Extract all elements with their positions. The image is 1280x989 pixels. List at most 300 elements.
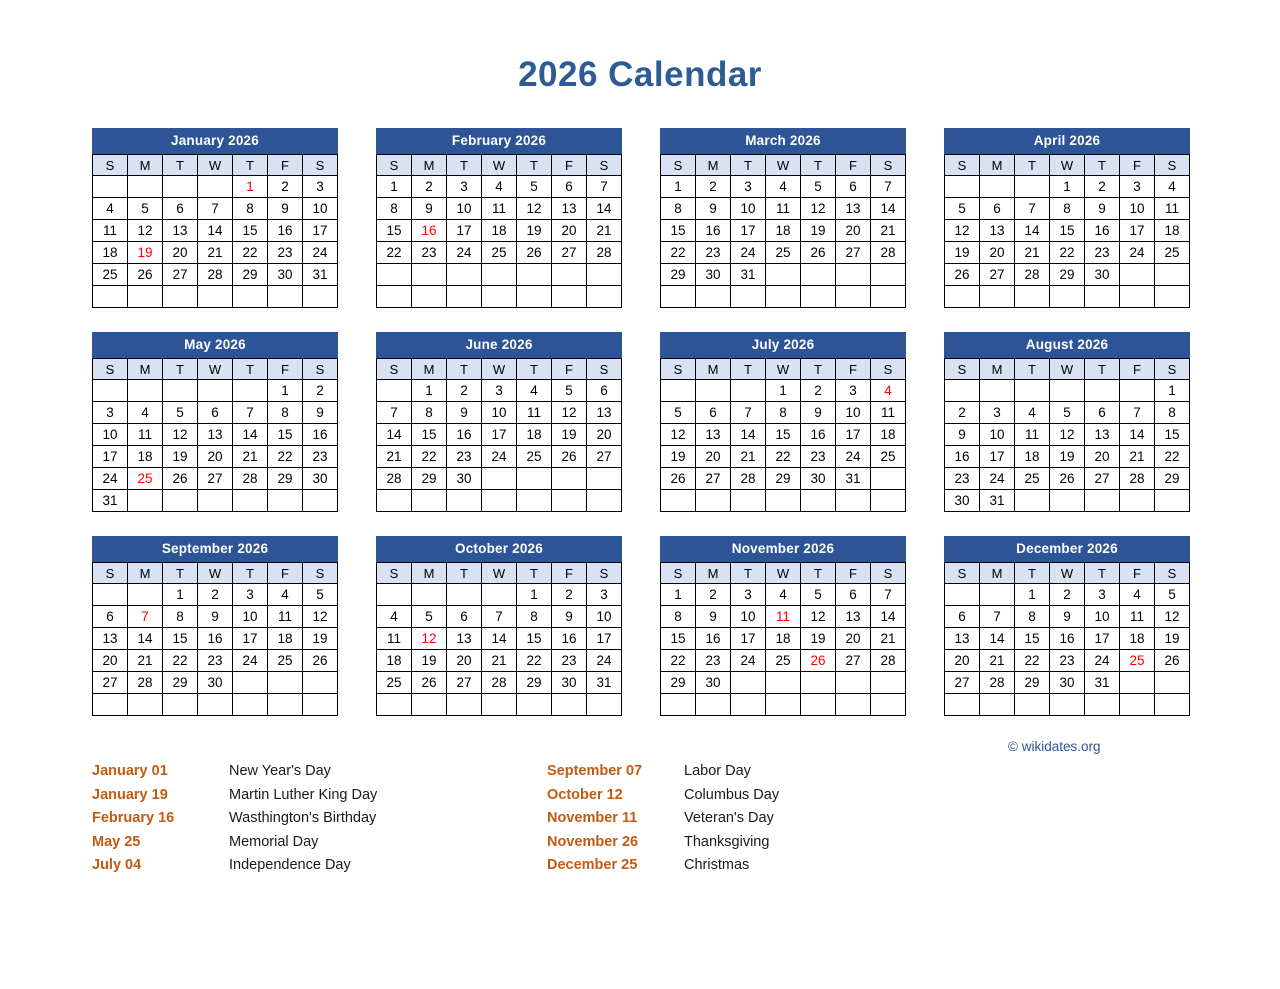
day-cell[interactable]: 20 (836, 220, 871, 242)
day-cell[interactable]: 16 (696, 628, 731, 650)
day-cell[interactable]: 22 (233, 242, 268, 264)
day-cell[interactable]: 17 (303, 220, 338, 242)
day-cell-holiday[interactable]: 12 (412, 628, 447, 650)
day-cell[interactable]: 1 (517, 584, 552, 606)
day-cell[interactable]: 18 (766, 220, 801, 242)
day-cell[interactable]: 29 (1050, 264, 1085, 286)
day-cell[interactable]: 23 (696, 650, 731, 672)
day-cell[interactable]: 14 (1120, 424, 1155, 446)
day-cell[interactable]: 26 (801, 242, 836, 264)
day-cell[interactable]: 21 (871, 220, 906, 242)
day-cell[interactable]: 1 (661, 584, 696, 606)
day-cell[interactable]: 19 (1155, 628, 1190, 650)
day-cell-holiday[interactable]: 1 (233, 176, 268, 198)
day-cell[interactable]: 25 (1155, 242, 1190, 264)
day-cell[interactable]: 4 (1155, 176, 1190, 198)
day-cell[interactable]: 7 (587, 176, 622, 198)
day-cell[interactable]: 18 (517, 424, 552, 446)
day-cell[interactable]: 13 (980, 220, 1015, 242)
day-cell-holiday[interactable]: 26 (801, 650, 836, 672)
day-cell[interactable]: 7 (198, 198, 233, 220)
day-cell[interactable]: 16 (198, 628, 233, 650)
day-cell[interactable]: 9 (696, 198, 731, 220)
day-cell[interactable]: 29 (163, 672, 198, 694)
day-cell[interactable]: 21 (1015, 242, 1050, 264)
day-cell[interactable]: 15 (1015, 628, 1050, 650)
day-cell[interactable]: 28 (198, 264, 233, 286)
day-cell[interactable]: 31 (980, 490, 1015, 512)
day-cell[interactable]: 23 (945, 468, 980, 490)
day-cell[interactable]: 26 (163, 468, 198, 490)
day-cell[interactable]: 18 (871, 424, 906, 446)
day-cell[interactable]: 15 (517, 628, 552, 650)
day-cell[interactable]: 8 (1015, 606, 1050, 628)
day-cell[interactable]: 23 (303, 446, 338, 468)
day-cell-holiday[interactable]: 25 (128, 468, 163, 490)
day-cell[interactable]: 17 (731, 220, 766, 242)
day-cell[interactable]: 18 (482, 220, 517, 242)
day-cell[interactable]: 2 (552, 584, 587, 606)
day-cell[interactable]: 16 (696, 220, 731, 242)
day-cell[interactable]: 20 (163, 242, 198, 264)
day-cell[interactable]: 7 (377, 402, 412, 424)
day-cell[interactable]: 15 (661, 220, 696, 242)
day-cell[interactable]: 30 (801, 468, 836, 490)
day-cell[interactable]: 11 (1120, 606, 1155, 628)
day-cell[interactable]: 1 (1050, 176, 1085, 198)
day-cell[interactable]: 23 (1050, 650, 1085, 672)
day-cell[interactable]: 5 (517, 176, 552, 198)
day-cell[interactable]: 13 (163, 220, 198, 242)
day-cell[interactable]: 4 (517, 380, 552, 402)
day-cell[interactable]: 29 (661, 672, 696, 694)
day-cell[interactable]: 24 (93, 468, 128, 490)
day-cell[interactable]: 29 (517, 672, 552, 694)
day-cell[interactable]: 11 (517, 402, 552, 424)
day-cell[interactable]: 13 (696, 424, 731, 446)
day-cell[interactable]: 5 (801, 584, 836, 606)
day-cell-holiday[interactable]: 4 (871, 380, 906, 402)
day-cell[interactable]: 20 (696, 446, 731, 468)
day-cell[interactable]: 7 (980, 606, 1015, 628)
day-cell[interactable]: 5 (1155, 584, 1190, 606)
day-cell[interactable]: 24 (1085, 650, 1120, 672)
day-cell[interactable]: 26 (412, 672, 447, 694)
day-cell[interactable]: 12 (1050, 424, 1085, 446)
day-cell[interactable]: 19 (517, 220, 552, 242)
day-cell[interactable]: 17 (980, 446, 1015, 468)
day-cell[interactable]: 17 (447, 220, 482, 242)
day-cell[interactable]: 13 (1085, 424, 1120, 446)
day-cell[interactable]: 8 (1155, 402, 1190, 424)
day-cell[interactable]: 25 (517, 446, 552, 468)
day-cell[interactable]: 27 (696, 468, 731, 490)
day-cell[interactable]: 15 (233, 220, 268, 242)
day-cell[interactable]: 26 (303, 650, 338, 672)
day-cell[interactable]: 25 (93, 264, 128, 286)
day-cell[interactable]: 24 (482, 446, 517, 468)
day-cell[interactable]: 14 (871, 606, 906, 628)
day-cell[interactable]: 18 (268, 628, 303, 650)
day-cell[interactable]: 24 (980, 468, 1015, 490)
day-cell[interactable]: 15 (268, 424, 303, 446)
day-cell[interactable]: 26 (1050, 468, 1085, 490)
day-cell[interactable]: 11 (93, 220, 128, 242)
day-cell[interactable]: 6 (836, 176, 871, 198)
day-cell[interactable]: 31 (587, 672, 622, 694)
day-cell[interactable]: 13 (836, 198, 871, 220)
day-cell[interactable]: 20 (447, 650, 482, 672)
day-cell[interactable]: 17 (587, 628, 622, 650)
day-cell[interactable]: 16 (801, 424, 836, 446)
day-cell[interactable]: 21 (1120, 446, 1155, 468)
day-cell[interactable]: 15 (1155, 424, 1190, 446)
day-cell[interactable]: 27 (198, 468, 233, 490)
day-cell[interactable]: 3 (836, 380, 871, 402)
day-cell[interactable]: 18 (93, 242, 128, 264)
day-cell[interactable]: 27 (836, 242, 871, 264)
day-cell[interactable]: 17 (1085, 628, 1120, 650)
day-cell[interactable]: 23 (1085, 242, 1120, 264)
day-cell[interactable]: 10 (482, 402, 517, 424)
day-cell[interactable]: 29 (412, 468, 447, 490)
day-cell[interactable]: 17 (1120, 220, 1155, 242)
day-cell[interactable]: 5 (412, 606, 447, 628)
day-cell[interactable]: 24 (1120, 242, 1155, 264)
day-cell[interactable]: 1 (163, 584, 198, 606)
day-cell[interactable]: 11 (128, 424, 163, 446)
day-cell[interactable]: 15 (163, 628, 198, 650)
day-cell[interactable]: 10 (836, 402, 871, 424)
day-cell[interactable]: 27 (587, 446, 622, 468)
day-cell[interactable]: 16 (1050, 628, 1085, 650)
day-cell[interactable]: 13 (552, 198, 587, 220)
day-cell[interactable]: 3 (1085, 584, 1120, 606)
day-cell[interactable]: 25 (766, 650, 801, 672)
day-cell[interactable]: 3 (93, 402, 128, 424)
day-cell[interactable]: 6 (587, 380, 622, 402)
day-cell[interactable]: 9 (945, 424, 980, 446)
day-cell[interactable]: 9 (198, 606, 233, 628)
day-cell[interactable]: 12 (517, 198, 552, 220)
day-cell[interactable]: 25 (871, 446, 906, 468)
day-cell[interactable]: 14 (198, 220, 233, 242)
day-cell[interactable]: 10 (447, 198, 482, 220)
day-cell[interactable]: 13 (836, 606, 871, 628)
day-cell[interactable]: 30 (303, 468, 338, 490)
day-cell[interactable]: 13 (945, 628, 980, 650)
day-cell[interactable]: 11 (766, 198, 801, 220)
day-cell[interactable]: 5 (801, 176, 836, 198)
day-cell[interactable]: 12 (945, 220, 980, 242)
day-cell[interactable]: 21 (233, 446, 268, 468)
day-cell[interactable]: 30 (447, 468, 482, 490)
day-cell[interactable]: 9 (801, 402, 836, 424)
day-cell[interactable]: 23 (268, 242, 303, 264)
day-cell[interactable]: 27 (552, 242, 587, 264)
day-cell[interactable]: 2 (1085, 176, 1120, 198)
day-cell[interactable]: 19 (801, 220, 836, 242)
day-cell[interactable]: 9 (1085, 198, 1120, 220)
day-cell[interactable]: 2 (412, 176, 447, 198)
day-cell[interactable]: 3 (482, 380, 517, 402)
day-cell[interactable]: 21 (980, 650, 1015, 672)
day-cell[interactable]: 22 (163, 650, 198, 672)
day-cell[interactable]: 3 (587, 584, 622, 606)
day-cell[interactable]: 4 (268, 584, 303, 606)
day-cell-holiday[interactable]: 7 (128, 606, 163, 628)
day-cell[interactable]: 1 (661, 176, 696, 198)
day-cell[interactable]: 13 (93, 628, 128, 650)
day-cell[interactable]: 20 (945, 650, 980, 672)
day-cell[interactable]: 4 (766, 176, 801, 198)
day-cell[interactable]: 27 (447, 672, 482, 694)
day-cell[interactable]: 9 (268, 198, 303, 220)
day-cell[interactable]: 3 (731, 176, 766, 198)
day-cell[interactable]: 16 (268, 220, 303, 242)
day-cell[interactable]: 29 (1015, 672, 1050, 694)
day-cell[interactable]: 2 (447, 380, 482, 402)
day-cell[interactable]: 15 (377, 220, 412, 242)
day-cell[interactable]: 5 (163, 402, 198, 424)
day-cell[interactable]: 24 (447, 242, 482, 264)
day-cell[interactable]: 6 (198, 402, 233, 424)
day-cell[interactable]: 11 (871, 402, 906, 424)
day-cell[interactable]: 6 (1085, 402, 1120, 424)
day-cell[interactable]: 4 (377, 606, 412, 628)
day-cell[interactable]: 12 (801, 606, 836, 628)
day-cell[interactable]: 23 (552, 650, 587, 672)
day-cell[interactable]: 24 (836, 446, 871, 468)
day-cell[interactable]: 16 (447, 424, 482, 446)
day-cell[interactable]: 12 (552, 402, 587, 424)
day-cell[interactable]: 12 (661, 424, 696, 446)
day-cell[interactable]: 13 (198, 424, 233, 446)
day-cell[interactable]: 19 (163, 446, 198, 468)
day-cell[interactable]: 21 (482, 650, 517, 672)
day-cell[interactable]: 6 (696, 402, 731, 424)
day-cell-holiday[interactable]: 25 (1120, 650, 1155, 672)
day-cell[interactable]: 31 (303, 264, 338, 286)
day-cell[interactable]: 23 (801, 446, 836, 468)
day-cell[interactable]: 5 (552, 380, 587, 402)
day-cell[interactable]: 3 (1120, 176, 1155, 198)
day-cell[interactable]: 2 (696, 176, 731, 198)
day-cell[interactable]: 6 (980, 198, 1015, 220)
day-cell[interactable]: 5 (303, 584, 338, 606)
day-cell[interactable]: 26 (945, 264, 980, 286)
day-cell[interactable]: 2 (696, 584, 731, 606)
day-cell[interactable]: 17 (731, 628, 766, 650)
day-cell[interactable]: 12 (303, 606, 338, 628)
day-cell[interactable]: 21 (871, 628, 906, 650)
day-cell[interactable]: 23 (198, 650, 233, 672)
day-cell[interactable]: 28 (871, 242, 906, 264)
day-cell[interactable]: 30 (945, 490, 980, 512)
day-cell[interactable]: 2 (198, 584, 233, 606)
day-cell[interactable]: 22 (661, 242, 696, 264)
day-cell[interactable]: 6 (552, 176, 587, 198)
day-cell[interactable]: 22 (517, 650, 552, 672)
day-cell[interactable]: 8 (268, 402, 303, 424)
day-cell[interactable]: 3 (233, 584, 268, 606)
day-cell[interactable]: 4 (128, 402, 163, 424)
day-cell[interactable]: 6 (836, 584, 871, 606)
day-cell[interactable]: 10 (303, 198, 338, 220)
day-cell[interactable]: 1 (412, 380, 447, 402)
day-cell[interactable]: 25 (377, 672, 412, 694)
day-cell[interactable]: 10 (731, 198, 766, 220)
day-cell[interactable]: 2 (268, 176, 303, 198)
day-cell[interactable]: 17 (233, 628, 268, 650)
day-cell[interactable]: 1 (1155, 380, 1190, 402)
day-cell[interactable]: 16 (303, 424, 338, 446)
day-cell[interactable]: 2 (1050, 584, 1085, 606)
day-cell[interactable]: 24 (303, 242, 338, 264)
day-cell[interactable]: 22 (1155, 446, 1190, 468)
day-cell[interactable]: 25 (268, 650, 303, 672)
day-cell[interactable]: 28 (980, 672, 1015, 694)
day-cell[interactable]: 17 (93, 446, 128, 468)
day-cell[interactable]: 18 (766, 628, 801, 650)
day-cell[interactable]: 27 (945, 672, 980, 694)
day-cell[interactable]: 30 (552, 672, 587, 694)
day-cell[interactable]: 18 (377, 650, 412, 672)
day-cell[interactable]: 28 (128, 672, 163, 694)
day-cell[interactable]: 10 (587, 606, 622, 628)
day-cell[interactable]: 29 (268, 468, 303, 490)
day-cell[interactable]: 29 (233, 264, 268, 286)
day-cell-holiday[interactable]: 19 (128, 242, 163, 264)
day-cell[interactable]: 25 (1015, 468, 1050, 490)
day-cell[interactable]: 21 (377, 446, 412, 468)
day-cell[interactable]: 6 (163, 198, 198, 220)
day-cell[interactable]: 28 (233, 468, 268, 490)
day-cell[interactable]: 22 (412, 446, 447, 468)
day-cell[interactable]: 29 (661, 264, 696, 286)
day-cell[interactable]: 22 (377, 242, 412, 264)
day-cell[interactable]: 1 (1015, 584, 1050, 606)
day-cell[interactable]: 15 (412, 424, 447, 446)
day-cell[interactable]: 9 (552, 606, 587, 628)
day-cell[interactable]: 10 (731, 606, 766, 628)
day-cell[interactable]: 27 (980, 264, 1015, 286)
day-cell[interactable]: 12 (801, 198, 836, 220)
day-cell[interactable]: 20 (587, 424, 622, 446)
day-cell[interactable]: 15 (766, 424, 801, 446)
day-cell[interactable]: 11 (482, 198, 517, 220)
day-cell[interactable]: 28 (1015, 264, 1050, 286)
day-cell[interactable]: 24 (731, 650, 766, 672)
day-cell[interactable]: 21 (587, 220, 622, 242)
day-cell[interactable]: 8 (1050, 198, 1085, 220)
day-cell[interactable]: 17 (482, 424, 517, 446)
day-cell[interactable]: 8 (766, 402, 801, 424)
day-cell[interactable]: 14 (731, 424, 766, 446)
day-cell[interactable]: 14 (482, 628, 517, 650)
day-cell[interactable]: 29 (1155, 468, 1190, 490)
day-cell[interactable]: 14 (233, 424, 268, 446)
day-cell[interactable]: 4 (1120, 584, 1155, 606)
day-cell[interactable]: 3 (447, 176, 482, 198)
day-cell[interactable]: 9 (303, 402, 338, 424)
day-cell[interactable]: 14 (871, 198, 906, 220)
day-cell[interactable]: 8 (163, 606, 198, 628)
day-cell[interactable]: 1 (766, 380, 801, 402)
day-cell[interactable]: 26 (128, 264, 163, 286)
day-cell[interactable]: 22 (766, 446, 801, 468)
day-cell[interactable]: 17 (836, 424, 871, 446)
day-cell[interactable]: 27 (836, 650, 871, 672)
day-cell[interactable]: 3 (303, 176, 338, 198)
day-cell[interactable]: 2 (945, 402, 980, 424)
day-cell[interactable]: 13 (447, 628, 482, 650)
day-cell[interactable]: 14 (377, 424, 412, 446)
day-cell[interactable]: 24 (587, 650, 622, 672)
day-cell[interactable]: 7 (233, 402, 268, 424)
day-cell[interactable]: 22 (1050, 242, 1085, 264)
day-cell[interactable]: 10 (233, 606, 268, 628)
day-cell[interactable]: 31 (93, 490, 128, 512)
day-cell[interactable]: 8 (412, 402, 447, 424)
day-cell[interactable]: 27 (1085, 468, 1120, 490)
day-cell[interactable]: 8 (233, 198, 268, 220)
day-cell[interactable]: 10 (980, 424, 1015, 446)
day-cell[interactable]: 1 (377, 176, 412, 198)
day-cell[interactable]: 3 (980, 402, 1015, 424)
day-cell[interactable]: 15 (1050, 220, 1085, 242)
day-cell[interactable]: 26 (1155, 650, 1190, 672)
day-cell[interactable]: 9 (1050, 606, 1085, 628)
day-cell[interactable]: 31 (731, 264, 766, 286)
day-cell[interactable]: 10 (93, 424, 128, 446)
day-cell[interactable]: 10 (1120, 198, 1155, 220)
day-cell[interactable]: 29 (766, 468, 801, 490)
day-cell[interactable]: 27 (93, 672, 128, 694)
day-cell[interactable]: 6 (447, 606, 482, 628)
day-cell[interactable]: 20 (980, 242, 1015, 264)
day-cell[interactable]: 7 (731, 402, 766, 424)
day-cell[interactable]: 16 (945, 446, 980, 468)
day-cell[interactable]: 5 (945, 198, 980, 220)
day-cell[interactable]: 23 (412, 242, 447, 264)
day-cell[interactable]: 18 (1015, 446, 1050, 468)
day-cell[interactable]: 28 (377, 468, 412, 490)
day-cell[interactable]: 18 (128, 446, 163, 468)
day-cell[interactable]: 24 (731, 242, 766, 264)
day-cell[interactable]: 26 (552, 446, 587, 468)
day-cell[interactable]: 23 (696, 242, 731, 264)
day-cell[interactable]: 9 (696, 606, 731, 628)
day-cell[interactable]: 25 (766, 242, 801, 264)
day-cell[interactable]: 6 (93, 606, 128, 628)
day-cell[interactable]: 11 (268, 606, 303, 628)
day-cell[interactable]: 19 (412, 650, 447, 672)
day-cell[interactable]: 12 (128, 220, 163, 242)
day-cell[interactable]: 16 (1085, 220, 1120, 242)
day-cell[interactable]: 19 (801, 628, 836, 650)
day-cell[interactable]: 30 (696, 672, 731, 694)
day-cell[interactable]: 7 (871, 584, 906, 606)
day-cell[interactable]: 20 (93, 650, 128, 672)
day-cell[interactable]: 10 (1085, 606, 1120, 628)
day-cell[interactable]: 4 (482, 176, 517, 198)
day-cell[interactable]: 12 (1155, 606, 1190, 628)
day-cell[interactable]: 14 (587, 198, 622, 220)
day-cell[interactable]: 20 (198, 446, 233, 468)
day-cell[interactable]: 5 (1050, 402, 1085, 424)
day-cell[interactable]: 28 (1120, 468, 1155, 490)
